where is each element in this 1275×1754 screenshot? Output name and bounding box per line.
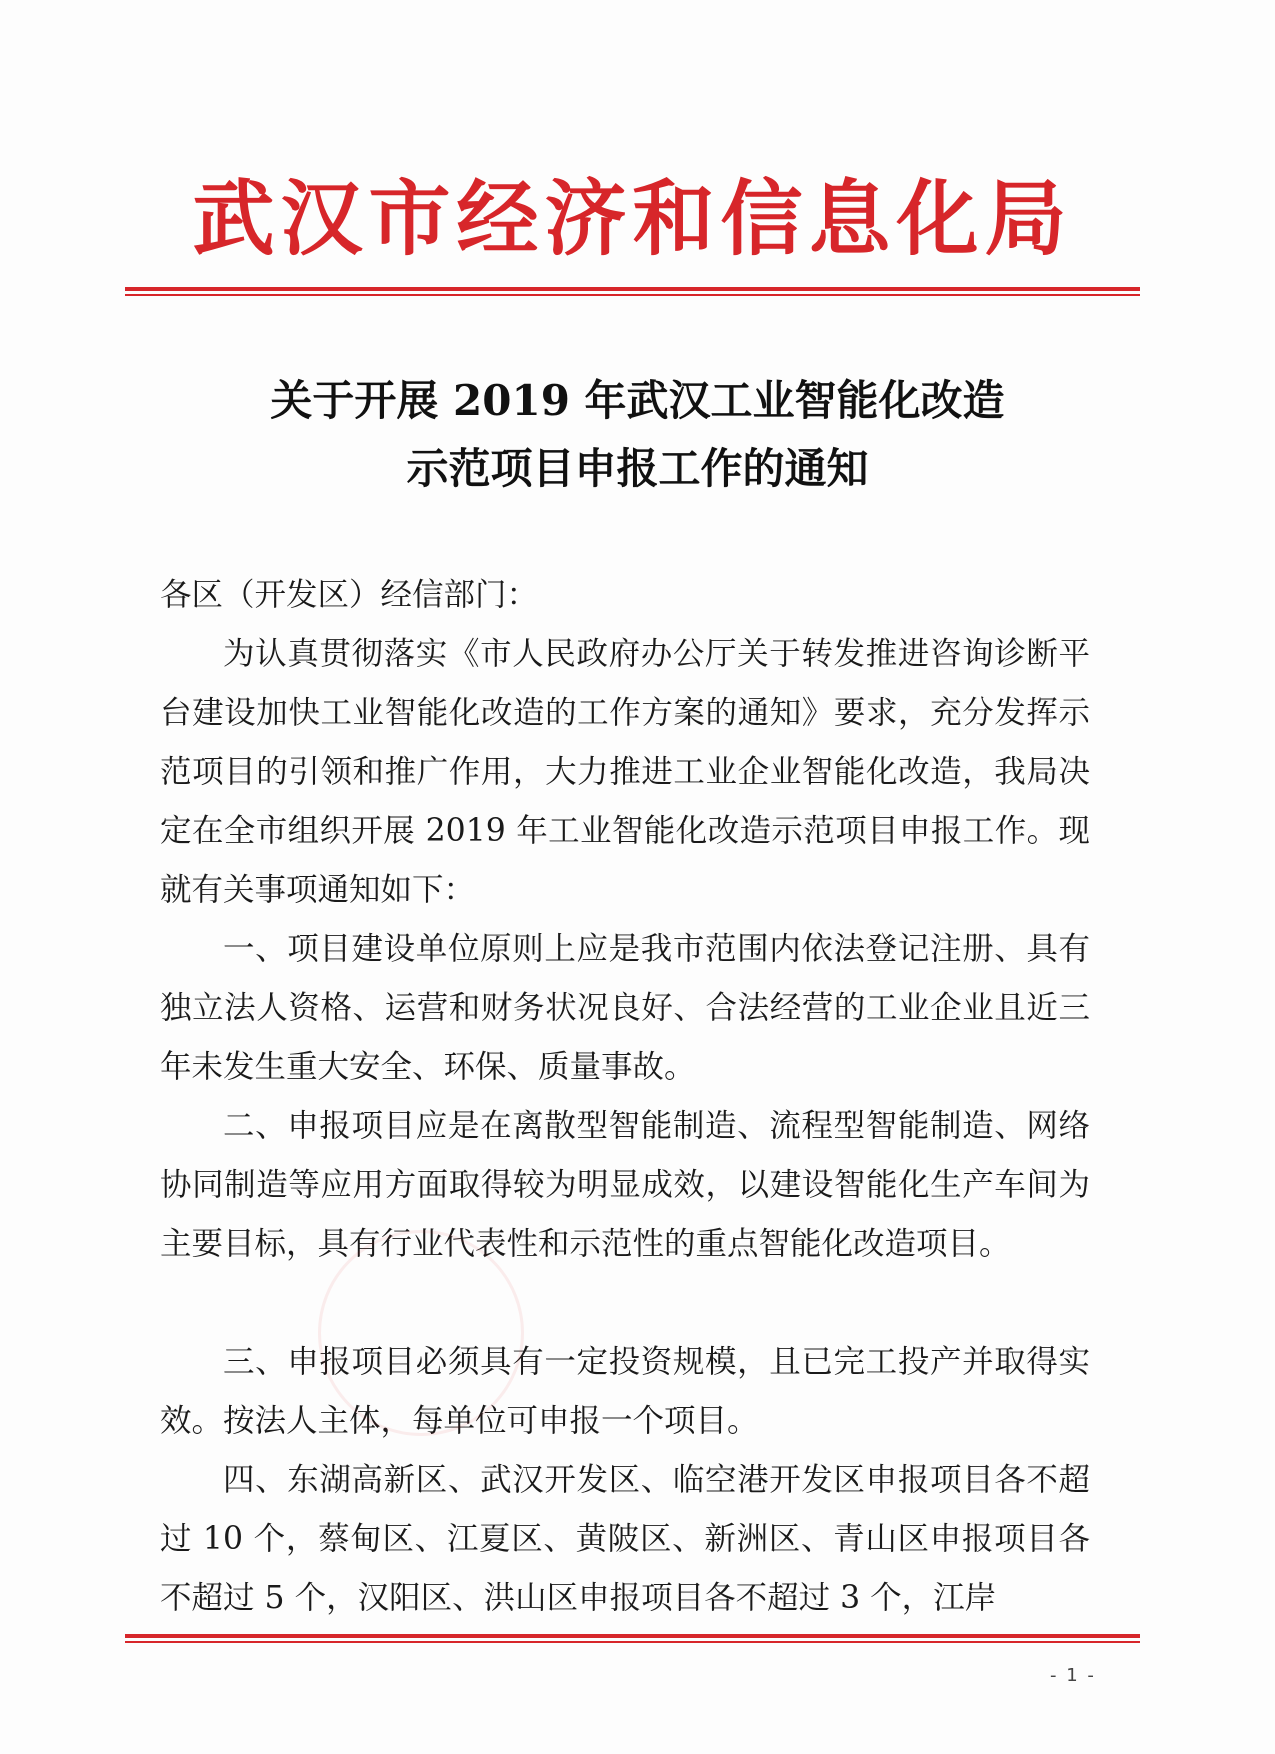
document-title-line-1: 关于开展 2019 年武汉工业智能化改造 bbox=[270, 376, 1005, 425]
header-rule-thin bbox=[125, 294, 1140, 296]
footer-red-rule bbox=[125, 1634, 1140, 1644]
header-rule-thick bbox=[125, 287, 1140, 291]
document-title-line-2: 示范项目申报工作的通知 bbox=[406, 444, 869, 493]
paragraph-intro: 为认真贯彻落实《市人民政府办公厅关于转发推进咨询诊断平台建设加快工业智能化改造的工作方案的通知》要求，充分发挥示范项目的引领和推广作用，大力推进工业企业智能化改造，我局决定在全市组织开展 2019 年工业智能化改造示范项目申报工作。现就有关事项通知如下： bbox=[160, 636, 1090, 908]
page-number: - 1 - bbox=[1050, 1665, 1096, 1686]
salutation: 各区（开发区）经信部门： bbox=[160, 577, 539, 613]
paragraph-item-3: 三、申报项目必须具有一定投资规模，且已完工投产并取得实效。按法人主体，每单位可申报一个项目。 bbox=[160, 1344, 1090, 1439]
paragraph-item-2: 二、申报项目应是在离散型智能制造、流程型智能制造、网络协同制造等应用方面取得较为明显成效，以建设智能化生产车间为主要目标，具有行业代表性和示范性的重点智能化改造项目。 bbox=[160, 1108, 1090, 1262]
header-red-rule bbox=[125, 287, 1140, 297]
faint-seal-mark bbox=[318, 1230, 524, 1436]
org-header-title: 武汉市经济和信息化局 bbox=[192, 172, 1073, 267]
paragraph-item-1: 一、项目建设单位原则上应是我市范围内依法登记注册、具有独立法人资格、运营和财务状况良好、合法经营的工业企业且近三年未发生重大安全、环保、质量事故。 bbox=[160, 931, 1090, 1085]
paragraph-item-4: 四、东湖高新区、武汉开发区、临空港开发区申报项目各不超过 10 个，蔡甸区、江夏区、黄陂区、新洲区、青山区申报项目各不超过 5 个，汉阳区、洪山区申报项目各不超过 3 个，江岸 bbox=[160, 1462, 1090, 1616]
footer-rule-thick bbox=[125, 1634, 1140, 1638]
footer-rule-thin bbox=[125, 1641, 1140, 1643]
